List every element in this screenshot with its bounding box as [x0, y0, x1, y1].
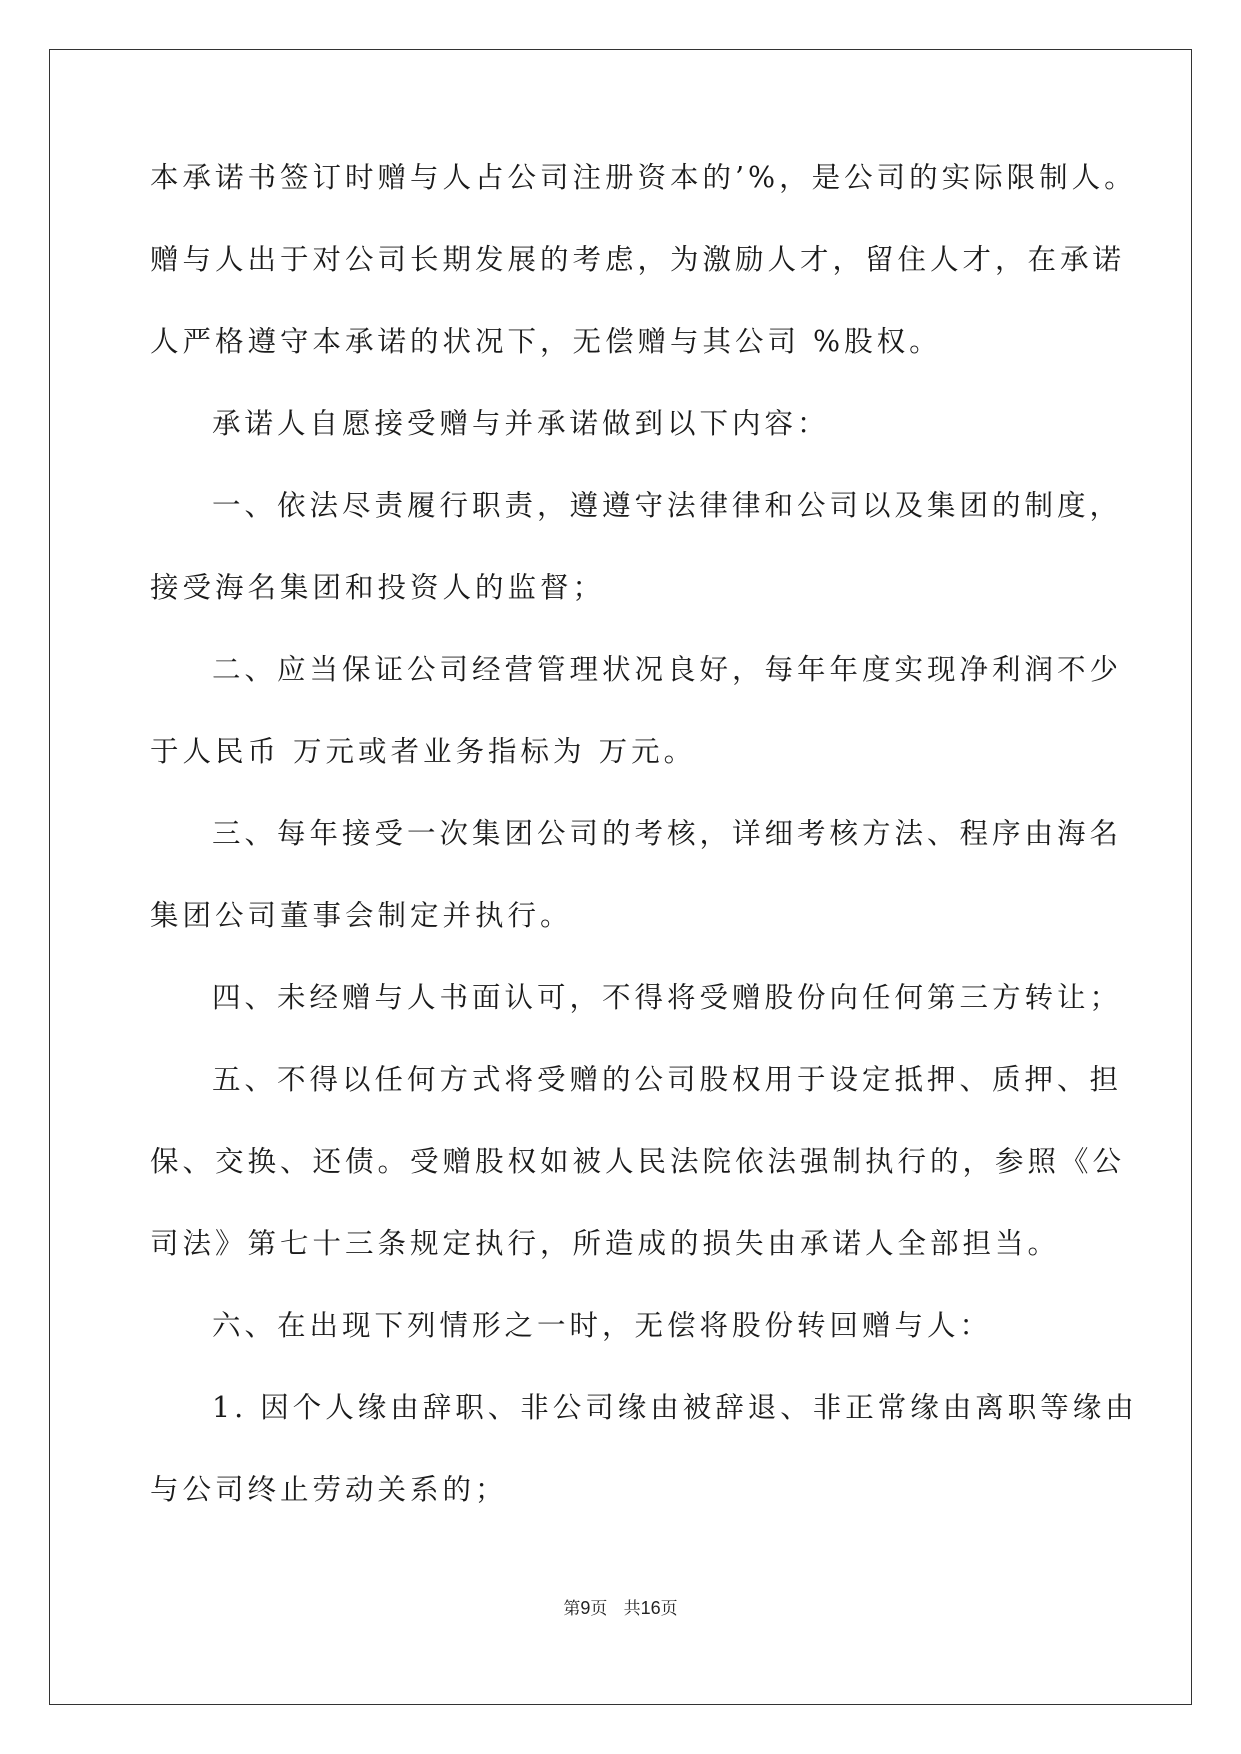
- clause-3-line: 三、每年接受一次集团公司的考核，详细考核方法、程序由海名: [212, 817, 1123, 850]
- clause-5-line: 五、不得以任何方式将受赠的公司股权用于设定抵押、质押、担: [212, 1063, 1123, 1096]
- sub-clause-1-line: 1. 因个人缘由辞职、非公司缘由被辞退、非正常缘由离职等缘由: [212, 1391, 1138, 1424]
- page-number-prefix: 第: [563, 1599, 581, 1619]
- clause-5-line: 司法》第七十三条规定执行，所造成的损失由承诺人全部担当。: [150, 1227, 1061, 1260]
- page-footer: [0, 1597, 1241, 1620]
- text-line: 承诺人自愿接受赠与并承诺做到以下内容：: [212, 407, 830, 440]
- total-pages-prefix: 共: [623, 1599, 641, 1619]
- text-line: 人严格遵守本承诺的状况下，无偿赠与其公司 %股权。: [150, 325, 942, 358]
- clause-5-line: 保、交换、还债。受赠股权如被人民法院依法强制执行的，参照《公: [150, 1145, 1126, 1178]
- clause-6-line: 六、在出现下列情形之一时，无偿将股份转回赠与人：: [212, 1309, 993, 1342]
- clause-3-line: 集团公司董事会制定并执行。: [150, 899, 573, 932]
- clause-2-line: 于人民币 万元或者业务指标为 万元。: [150, 735, 697, 768]
- sub-clause-1-line: 与公司终止劳动关系的；: [150, 1473, 508, 1506]
- clause-1-line: 一、依法尽责履行职责，遵遵守法律律和公司以及集团的制度，: [212, 489, 1123, 522]
- clause-2-line: 二、应当保证公司经营管理状况良好，每年年度实现净利润不少: [212, 653, 1123, 686]
- page-number-suffix: 页: [590, 1599, 608, 1619]
- page-number: 9: [580, 1598, 591, 1618]
- text-line: 本承诺书签订时赠与人占公司注册资本的’%，是公司的实际限制人。: [150, 161, 1137, 194]
- total-pages-suffix: 页: [660, 1599, 678, 1619]
- clause-4-line: 四、未经赠与人书面认可，不得将受赠股份向任何第三方转让；: [212, 981, 1123, 1014]
- clause-1-line: 接受海名集团和投资人的监督；: [150, 571, 606, 604]
- document-body: [150, 160, 1138, 1554]
- total-pages: 16: [640, 1598, 661, 1618]
- text-line: 赠与人出于对公司长期发展的考虑，为激励人才，留住人才，在承诺: [150, 243, 1126, 276]
